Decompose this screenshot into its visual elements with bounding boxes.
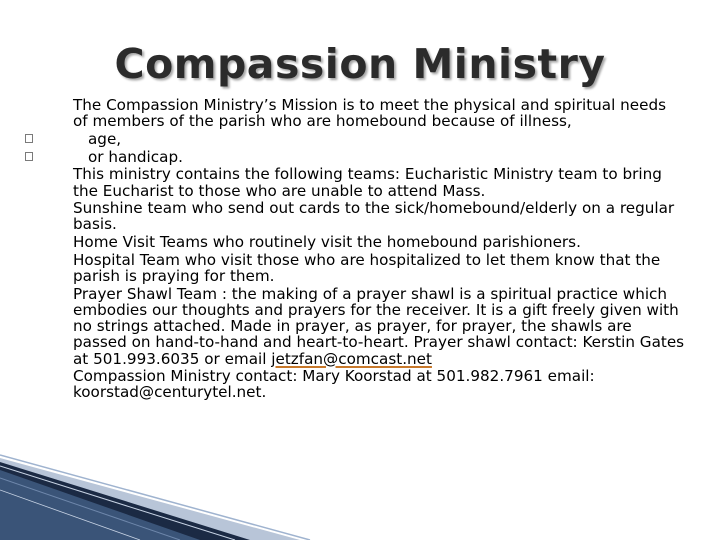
bullet-text: or handicap.: [88, 147, 183, 166]
mission-paragraph: The Compassion Ministry’s Mission is to meet the physical and spiritual needs of members of the parish who are homebound because of illness,: [73, 96, 667, 131]
bullet-text: age,: [88, 129, 122, 148]
ministry-contact-paragraph: Compassion Ministry contact: Mary Koorstad at 501.982.7961 email: koorstad@centurytel.net.: [73, 367, 595, 402]
prayer-shawl-email-link[interactable]: jetzfan@comcast.net: [271, 349, 432, 368]
bullet-item-handicap: [73, 149, 685, 165]
slide-body: [73, 97, 685, 402]
slide-title: Compassion Ministry: [114, 40, 606, 88]
checkbox-bullet-icon: [25, 134, 33, 143]
checkbox-bullet-icon: [25, 152, 33, 161]
hospital-team-paragraph: Hospital Team who visit those who are hospitalized to let them know that the parish is praying for them.: [73, 250, 661, 286]
home-visit-paragraph: Home Visit Teams who routinely visit the homebound parishioners.: [73, 233, 581, 252]
prayer-shawl-text: Prayer Shawl Team : the making of a prayer shawl is a spiritual practice which embodies our thoughts and prayers for the receiver. It is a gift freely given with no strings attached. Made in prayer, as prayer, for prayer, the shawls are passed on hand-to-hand and heart-to-heart. Prayer shawl contact: Kerstin Gates at 501.993.6035 or email: [73, 284, 685, 368]
sunshine-team-paragraph: Sunshine team who send out cards to the sick/homebound/elderly on a regular basis.: [73, 199, 675, 234]
teams-intro-paragraph: This ministry contains the following teams: Eucharistic Ministry team to bring the Eucharist to those who are unable to attend Mass.: [73, 165, 662, 200]
prayer-shawl-paragraph: [73, 286, 685, 367]
bullet-item-age: [73, 131, 685, 147]
